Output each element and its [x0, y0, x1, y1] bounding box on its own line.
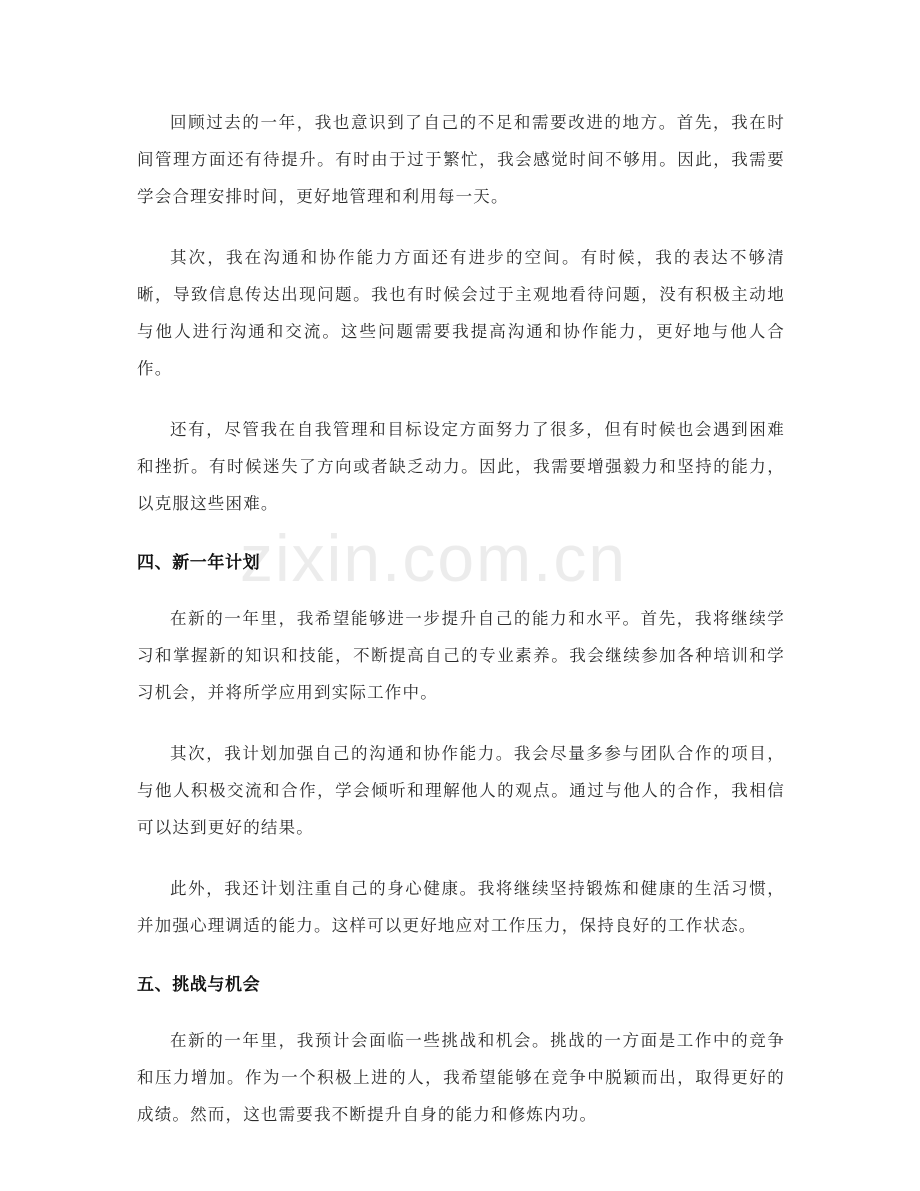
paragraph-self-reflection-perseverance: 还有，尽管我在自我管理和目标设定方面努力了很多，但有时候也会遇到困难和挫折。有时候迷失了方向或者缺乏动力。因此，我需要增强毅力和坚持的能力，以克服这些困难。: [137, 420, 785, 513]
paragraph-self-reflection-time: 回顾过去的一年，我也意识到了自己的不足和需要改进的地方。首先，我在时间管理方面还有待提升。有时由于过于繁忙，我会感觉时间不够用。因此，我需要学会合理安排时间，更好地管理和利用每一天。: [137, 113, 785, 206]
section-heading-challenges-opportunities: 五、挑战与机会: [137, 975, 261, 995]
section-heading-new-year-plan: 四、新一年计划: [137, 553, 261, 573]
document-body: [137, 104, 785, 1157]
paragraph-self-reflection-communication: 其次，我在沟通和协作能力方面还有进步的空间。有时候，我的表达不够清晰，导致信息传达出现问题。我也有时候会过于主观地看待问题，没有积极主动地与他人进行沟通和交流。这些问题需要我提高沟通和协作能力，更好地与他人合作。: [137, 248, 785, 378]
paragraph-challenges: 在新的一年里，我预计会面临一些挑战和机会。挑战的一方面是工作中的竞争和压力增加。作为一个积极上进的人，我希望能够在竞争中脱颖而出，取得更好的成绩。然而，这也需要我不断提升自身的能力和修炼内功。: [137, 1031, 785, 1124]
paragraph-plan-health: 此外，我还计划注重自己的身心健康。我将继续坚持锻炼和健康的生活习惯，并加强心理调适的能力。这样可以更好地应对工作压力，保持良好的工作状态。: [137, 879, 785, 935]
watermark: zixin.com.cn: [240, 521, 628, 595]
paragraph-plan-communication: 其次，我计划加强自己的沟通和协作能力。我会尽量多参与团队合作的项目，与他人积极交流和合作，学会倾听和理解他人的观点。通过与他人的合作，我相信可以达到更好的结果。: [137, 744, 785, 837]
paragraph-plan-learning: 在新的一年里，我希望能够进一步提升自己的能力和水平。首先，我将继续学习和掌握新的知识和技能，不断提高自己的专业素养。我会继续参加各种培训和学习机会，并将所学应用到实际工作中。: [137, 609, 785, 702]
